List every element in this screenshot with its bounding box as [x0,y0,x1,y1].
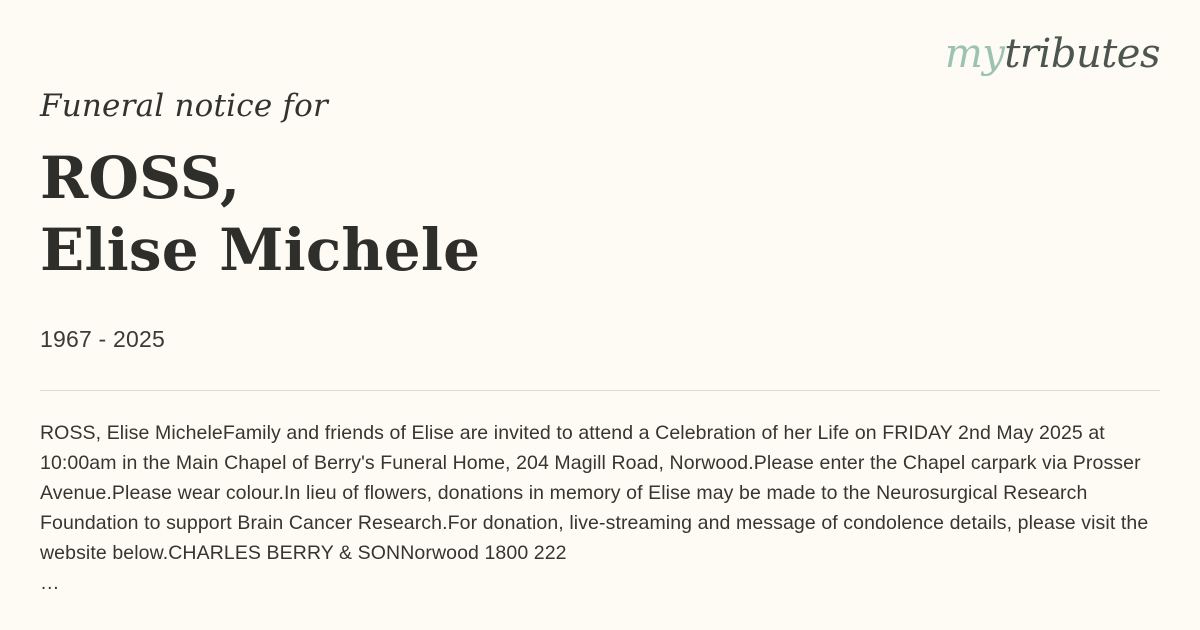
logo-text-my: my [944,31,1005,77]
notice-body-truncation: … [40,571,60,594]
logo-text-tributes: tributes [1004,31,1160,77]
section-divider [40,390,1160,391]
notice-body: ROSS, Elise MicheleFamily and friends of Elise are invited to attend a Celebration of her Life on FRIDAY 2nd May 2025 at 10:00am in the Main Chapel of Berry's Funeral Home, 204 Magill Road, Norwood.Please enter the Chapel carpark via Prosser Avenue.Please wear colour.In lieu of flowers, donations in memory of Elise may be made to the Neurosurgical Research Foundation to support Brain Cancer Research.For donation, live-streaming and message of condolence details, please visit the website below.CHARLES BERRY & SONNorwood 1800 222 [40,421,1149,564]
life-span: 1967 - 2025 [40,325,165,352]
notice-content [40,0,1160,598]
deceased-surname: ROSS, [40,144,241,213]
deceased-given-names: Elise Michele [40,216,481,285]
notice-type-label: Funeral notice for [40,88,328,124]
page-title [40,143,1160,287]
